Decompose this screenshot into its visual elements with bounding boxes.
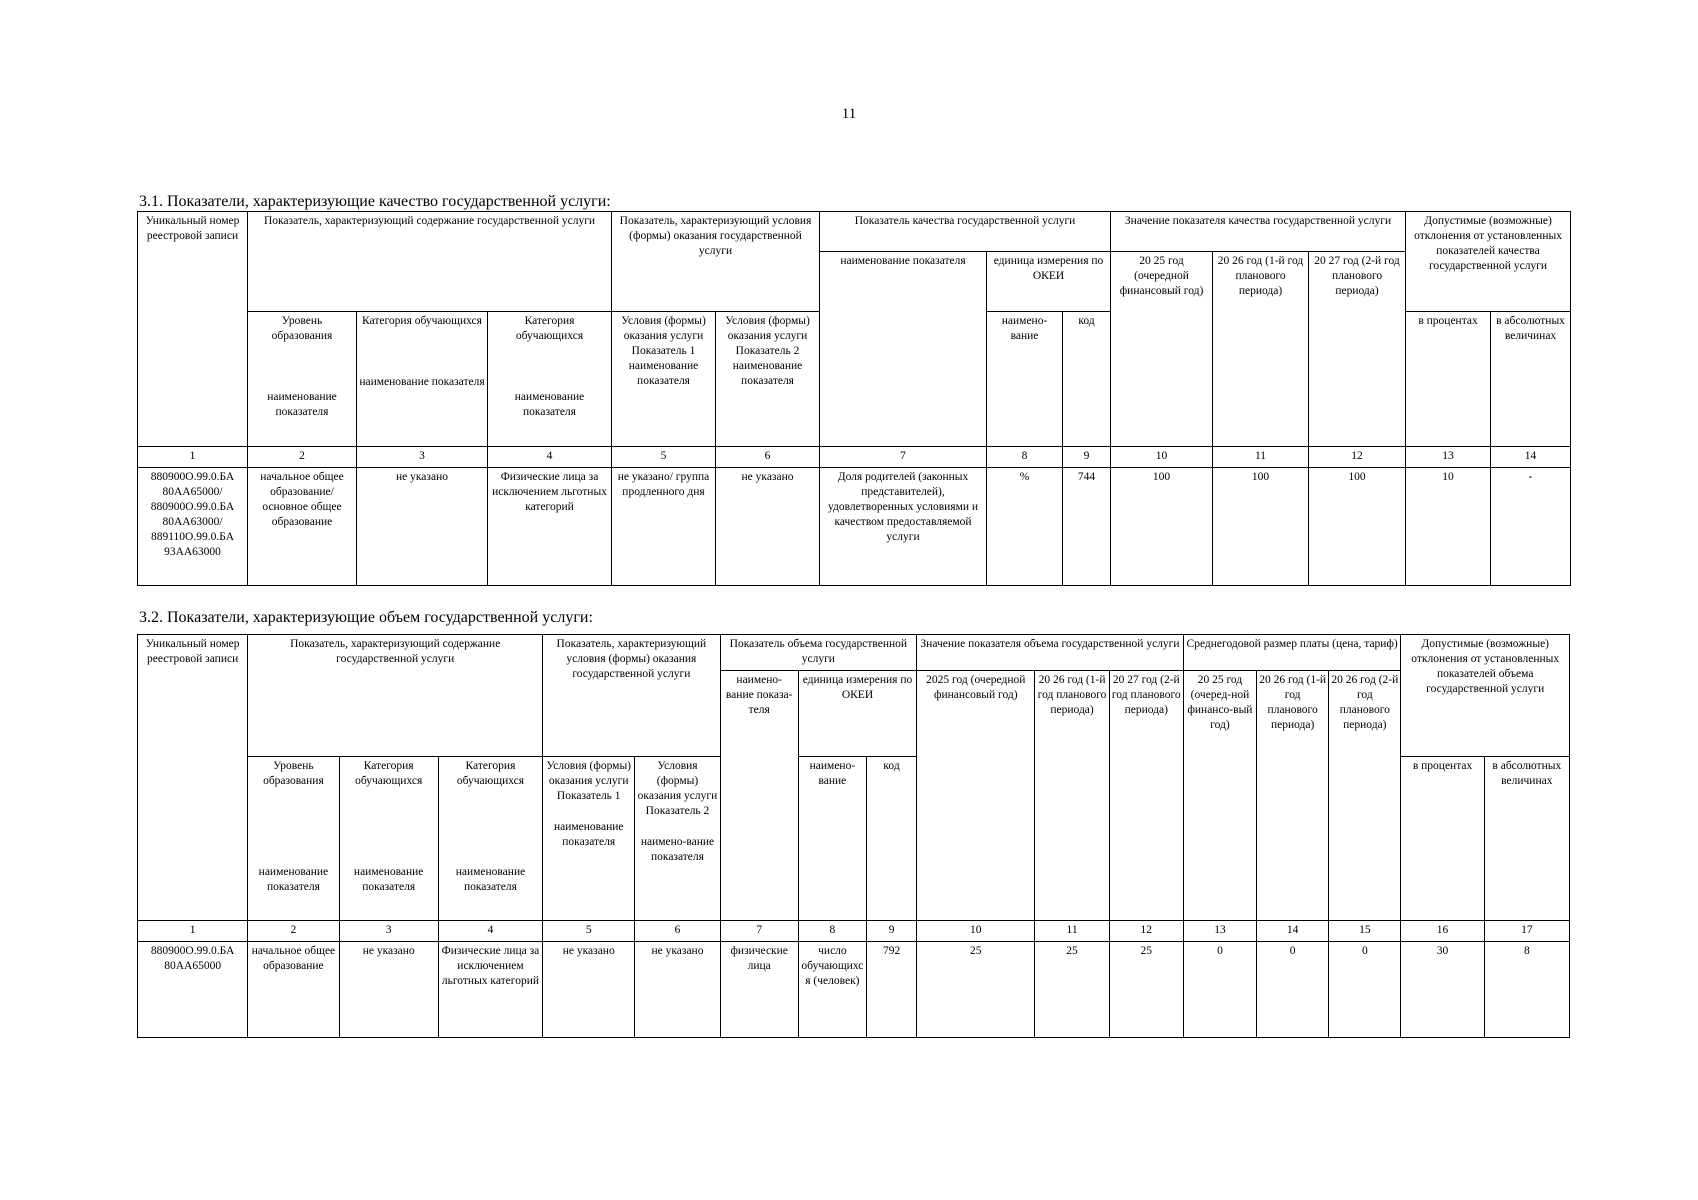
cell-deviation-absolute: -: [1491, 468, 1571, 586]
header-indicator-name: наимено-вание показа-теля: [720, 671, 798, 921]
cell-student-category-1: не указано: [339, 942, 438, 1038]
col-number: 9: [1063, 447, 1111, 468]
subheader-bottom-label: наименование показателя: [455, 865, 526, 893]
col-number: 4: [488, 447, 612, 468]
cell-indicator-name: Доля родителей (законных представителей), удовлетворенных условиями и качеством предоставляемой услуги: [820, 468, 987, 586]
col-number: 11: [1213, 447, 1309, 468]
header-deviation: Допустимые (возможные) отклонения от установленных показателей объема государственной услуги: [1401, 635, 1570, 757]
col-number: 6: [716, 447, 820, 468]
header-conditions-indicator: Показатель, характеризующий условия (формы) оказания государственной услуги: [543, 635, 720, 757]
col-number: 1: [138, 921, 248, 942]
subheader-top-label: Условия (формы) оказания услуги Показатель 2: [725, 315, 810, 357]
cell-deviation-percent: 30: [1401, 942, 1484, 1038]
subheader-student-category-2: [438, 757, 542, 921]
col-number: 9: [866, 921, 916, 942]
cell-price-2025: 0: [1183, 942, 1256, 1038]
header-year-2027: 20 27 год (2-й год планового периода): [1309, 252, 1406, 447]
header-unit-okei: единица измерения по ОКЕИ: [987, 252, 1111, 312]
cell-price-2026: 0: [1257, 942, 1329, 1038]
volume-indicators-table: [137, 634, 1570, 1038]
subheader-conditions-2: [716, 312, 820, 447]
header-quality-indicator: Показатель качества государственной услуги: [820, 212, 1111, 252]
subheader-absolute: в абсолютных величинах: [1484, 757, 1569, 921]
cell-conditions-2: не указано: [635, 942, 720, 1038]
header-quality-value: Значение показателя качества государственной услуги: [1111, 212, 1406, 252]
col-number: 3: [357, 447, 488, 468]
subheader-unit-code: код: [1063, 312, 1111, 447]
cell-value-2025: 100: [1111, 468, 1213, 586]
header-content-indicator: Показатель, характеризующий содержание государственной услуги: [248, 212, 612, 312]
cell-conditions-2: не указано: [716, 468, 820, 586]
table-row: [138, 468, 1571, 586]
subheader-percent: в процентах: [1401, 757, 1484, 921]
col-number: 12: [1309, 447, 1406, 468]
col-number: 13: [1406, 447, 1491, 468]
subheader-percent: в процентах: [1406, 312, 1491, 447]
subheader-unit-code: код: [866, 757, 916, 921]
volume-section-title: 3.2. Показатели, характеризующие объем государственной услуги:: [139, 609, 593, 626]
subheader-bottom-label: наименование показателя: [732, 359, 803, 387]
cell-unit-name: число обучающихся (человек): [798, 942, 866, 1038]
subheader-absolute: в абсолютных величинах: [1491, 312, 1571, 447]
subheader-top-label: Условия (формы) оказания услуги Показатель 1: [546, 760, 631, 802]
col-number: 7: [820, 447, 987, 468]
cell-registry-number: 880900О.99.0.БА 80АА65000/ 880900О.99.0.БА 80АА63000/ 889110О.99.0.БА 93АА63000: [138, 468, 248, 586]
header-price-2025: 20 25 год (очеред-ной финансо-вый год): [1183, 671, 1256, 921]
subheader-top-label: Категория обучающихся: [362, 315, 482, 327]
subheader-top-label: Категория обучающихся: [355, 760, 423, 787]
col-number: 13: [1183, 921, 1256, 942]
header-unit-okei: единица измерения по ОКЕИ: [798, 671, 916, 757]
subheader-student-category-2: [488, 312, 612, 447]
subheader-conditions-1: [543, 757, 635, 921]
subheader-unit-name: наимено-вание: [798, 757, 866, 921]
col-number: 10: [917, 921, 1035, 942]
subheader-bottom-label: наимено-вание показателя: [640, 835, 715, 863]
subheader-unit-name: наимено-вание: [987, 312, 1063, 447]
subheader-top-label: Условия (формы) оказания услуги Показатель 1: [621, 315, 706, 357]
page-number: 11: [841, 106, 857, 122]
subheader-conditions-2: [635, 757, 720, 921]
subheader-top-label: Уровень образования: [271, 315, 333, 342]
subheader-bottom-label: наименование показателя: [359, 375, 485, 388]
header-content-indicator: Показатель, характеризующий содержание государственной услуги: [248, 635, 543, 757]
col-number: 17: [1484, 921, 1569, 942]
header-registry-number: Уникальный номер реестровой записи: [138, 212, 248, 447]
col-number: 11: [1035, 921, 1109, 942]
header-volume-indicator: Показатель объема государственной услуги: [720, 635, 917, 671]
subheader-top-label: Категория обучающихся: [515, 315, 584, 342]
col-number: 8: [798, 921, 866, 942]
cell-price-2027: 0: [1329, 942, 1401, 1038]
cell-student-category-2: Физические лица за исключением льготных категорий: [488, 468, 612, 586]
col-number: 6: [635, 921, 720, 942]
col-number: 5: [543, 921, 635, 942]
col-number: 2: [248, 447, 357, 468]
subheader-bottom-label: наименование показателя: [553, 820, 624, 848]
col-number: 4: [438, 921, 542, 942]
cell-unit-code: 744: [1063, 468, 1111, 586]
quality-indicators-table: [137, 211, 1571, 586]
header-volume-value: Значение показателя объема государственной услуги: [917, 635, 1184, 671]
cell-volume-2027: 25: [1109, 942, 1183, 1038]
header-average-price: Среднегодовой размер платы (цена, тариф): [1183, 635, 1401, 671]
col-number: 8: [987, 447, 1063, 468]
col-number: 3: [339, 921, 438, 942]
cell-unit-code: 792: [866, 942, 916, 1038]
cell-student-category-2: Физические лица за исключением льготных категорий: [438, 942, 542, 1038]
header-price-2026: 20 26 год (1-й год планового периода): [1257, 671, 1329, 921]
col-number: 15: [1329, 921, 1401, 942]
header-year-2025: 20 25 год (очередной финансовый год): [1111, 252, 1213, 447]
subheader-education-level: [248, 757, 339, 921]
cell-indicator-name: физические лица: [720, 942, 798, 1038]
column-number-row: [138, 447, 1571, 468]
subheader-top-label: Категория обучающихся: [456, 760, 525, 787]
subheader-bottom-label: наименование показателя: [258, 865, 329, 893]
header-price-2027: 20 26 год (2-й год планового периода): [1329, 671, 1401, 921]
subheader-bottom-label: наименование показателя: [628, 359, 699, 387]
subheader-conditions-1: [612, 312, 716, 447]
cell-conditions-1: не указано: [543, 942, 635, 1038]
cell-value-2026: 100: [1213, 468, 1309, 586]
cell-unit-name: %: [987, 468, 1063, 586]
table-row: [138, 942, 1570, 1038]
col-number: 1: [138, 447, 248, 468]
cell-volume-2025: 25: [917, 942, 1035, 1038]
cell-deviation-absolute: 8: [1484, 942, 1569, 1038]
cell-conditions-1: не указано/ группа продленного дня: [612, 468, 716, 586]
cell-education-level: начальное общее образование: [248, 942, 339, 1038]
cell-value-2027: 100: [1309, 468, 1406, 586]
header-indicator-name: наименование показателя: [820, 252, 987, 447]
subheader-student-category-1: [339, 757, 438, 921]
subheader-top-label: Условия (формы) оказания услуги Показатель 2: [637, 760, 718, 817]
header-conditions-indicator: Показатель, характеризующий условия (формы) оказания государственной услуги: [612, 212, 820, 312]
subheader-student-category-1: [357, 312, 488, 447]
col-number: 12: [1109, 921, 1183, 942]
cell-student-category-1: не указано: [357, 468, 488, 586]
col-number: 7: [720, 921, 798, 942]
subheader-top-label: Уровень образования: [263, 760, 324, 787]
col-number: 14: [1491, 447, 1571, 468]
cell-education-level: начальное общее образование/ основное общее образование: [248, 468, 357, 586]
subheader-education-level: [248, 312, 357, 447]
cell-registry-number: 880900О.99.0.БА 80АА65000: [138, 942, 248, 1038]
subheader-bottom-label: наименование показателя: [267, 390, 337, 418]
col-number: 10: [1111, 447, 1213, 468]
header-volume-2027: 20 27 год (2-й год планового периода): [1109, 671, 1183, 921]
header-registry-number: Уникальный номер реестровой записи: [138, 635, 248, 921]
header-deviation: Допустимые (возможные) отклонения от установленных показателей качества государственной услуги: [1406, 212, 1571, 312]
header-year-2026: 20 26 год (1-й год планового периода): [1213, 252, 1309, 447]
header-volume-2026: 20 26 год (1-й год планового периода): [1035, 671, 1109, 921]
subheader-bottom-label: наименование показателя: [514, 390, 585, 418]
col-number: 14: [1257, 921, 1329, 942]
cell-volume-2026: 25: [1035, 942, 1109, 1038]
header-volume-2025: 2025 год (очередной финансовый год): [917, 671, 1035, 921]
col-number: 16: [1401, 921, 1484, 942]
quality-section-title: 3.1. Показатели, характеризующие качество государственной услуги:: [139, 193, 611, 210]
subheader-bottom-label: наименование показателя: [353, 865, 424, 893]
col-number: 2: [248, 921, 339, 942]
col-number: 5: [612, 447, 716, 468]
column-number-row: [138, 921, 1570, 942]
cell-deviation-percent: 10: [1406, 468, 1491, 586]
